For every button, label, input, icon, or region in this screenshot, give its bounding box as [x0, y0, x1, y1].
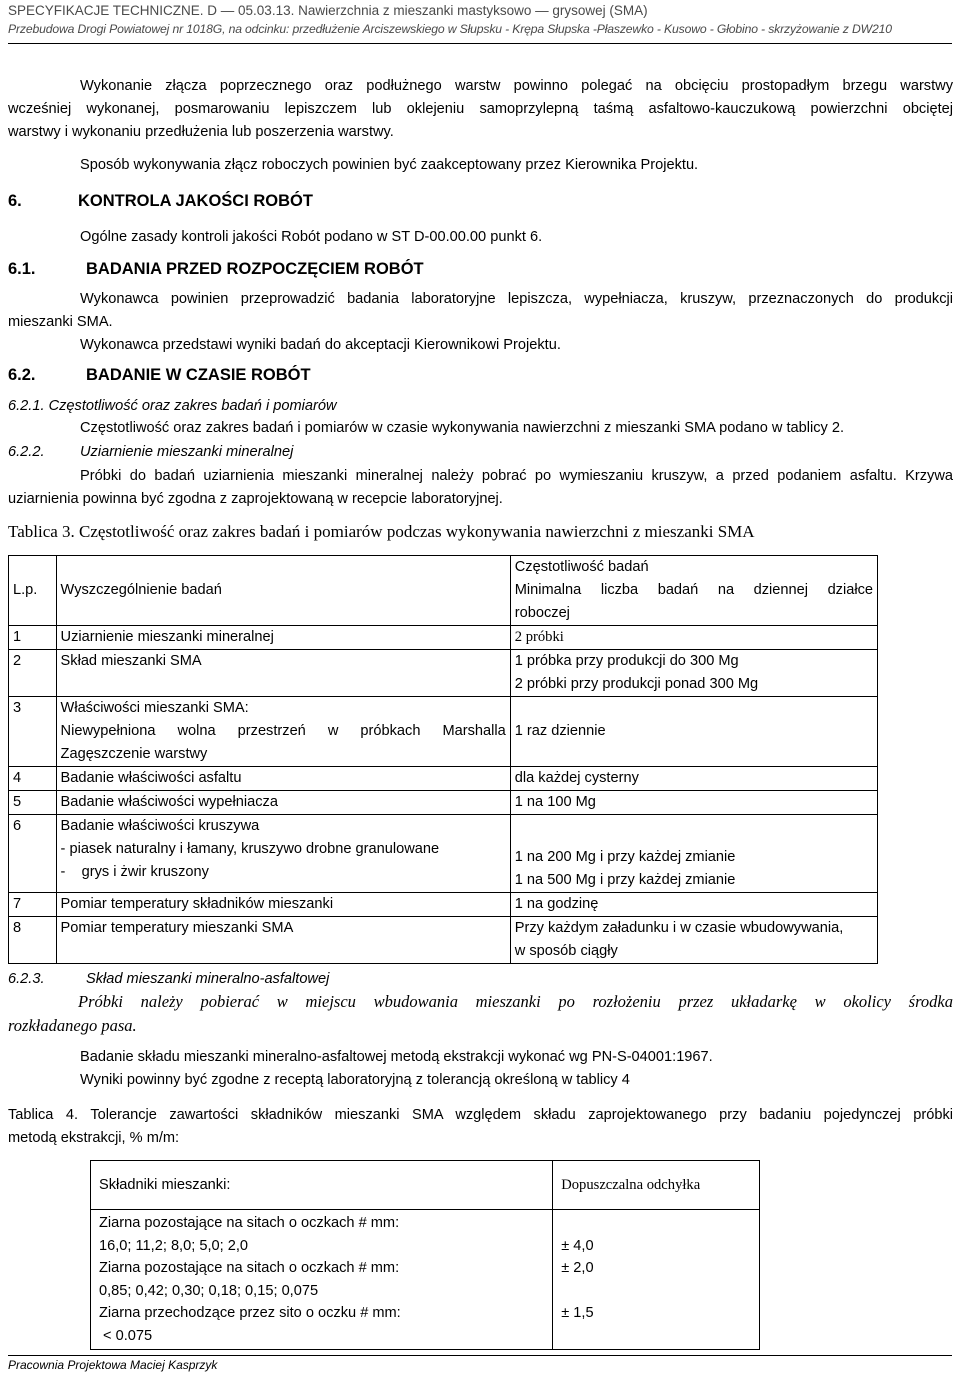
- table-3-cell-lp: 1: [9, 626, 57, 650]
- table-3-cell-desc: Skład mieszanki SMA: [56, 650, 510, 697]
- table-3-cell-lp: 3: [9, 697, 57, 767]
- section-6-title: KONTROLA JAKOŚCI ROBÓT: [78, 192, 313, 210]
- table-4-tolerance-line: ± 2,0: [561, 1260, 594, 1276]
- table-4-tolerance-line: ± 4,0: [561, 1237, 594, 1254]
- table-4-component-line: Ziarna przechodzące przez sito o oczku # mm:: [99, 1305, 401, 1321]
- section-6-2-2-line-1: Próbki do badań uziarnienia mieszanki mineralnej należy pobrać po wymieszaniu kruszyw, a przed podaniem asfaltu. Krzywa: [80, 468, 953, 484]
- table-3-cell-lp: 4: [9, 767, 57, 791]
- table-3-head-freq-line-2: Minimalna liczba badań na dziennej działce: [514, 582, 873, 598]
- table-4-tolerance-line: ± 1,5: [561, 1305, 594, 1321]
- table-row: [9, 767, 878, 791]
- table-4-tolerance-line: [561, 1280, 751, 1303]
- table-3-header-row: [9, 556, 878, 626]
- section-6-2-title: BADANIE W CZASIE ROBÓT: [86, 366, 311, 384]
- table-row: [9, 893, 878, 917]
- section-6-1-title: BADANIA PRZED ROZPOCZĘCIEM ROBÓT: [86, 260, 424, 278]
- table-3-desc-line: - piasek naturalny i łamany, kruszywo drobne granulowane: [60, 841, 440, 857]
- table-3-cell-freq: [510, 815, 877, 893]
- table-4: [90, 1160, 760, 1350]
- table-3-cell-freq: 1 raz dziennie: [510, 697, 877, 767]
- section-6-2-1-title: Częstotliwość oraz zakres badań i pomiarów: [48, 398, 337, 414]
- table-4-head-tolerance: Dopuszczalna odchyłka: [553, 1161, 760, 1210]
- table-3-freq-line: 2 próbki przy produkcji ponad 300 Mg: [514, 676, 759, 692]
- section-6-1-heading: [8, 260, 424, 279]
- table-3-desc-line: Zagęszczenie warstwy: [60, 746, 208, 762]
- table-4-component-line: 0,85; 0,42; 0,30; 0,18; 0,15; 0,075: [99, 1282, 319, 1299]
- table-row: [9, 815, 878, 893]
- table-row: [9, 917, 878, 964]
- header-spec-title: SPECYFIKACJE TECHNICZNE. D — 05.03.13. Nawierzchnia z mieszanki mastyksowo — grysowej (SMA): [8, 3, 648, 18]
- table-3-freq-line: 1 na 200 Mg i przy każdej zmianie: [514, 849, 736, 865]
- table-3-cell-desc: Badanie właściwości wypełniacza: [56, 791, 510, 815]
- table-4-component-line: 16,0; 11,2; 8,0; 5,0; 2,0: [99, 1237, 249, 1254]
- table-3-cell-desc: Pomiar temperatury składników mieszanki: [56, 893, 510, 917]
- table-row: [9, 650, 878, 697]
- table-3-cell-freq: 1 na godzinę: [510, 893, 877, 917]
- table-row: [9, 697, 878, 767]
- table-4-header-row: [91, 1161, 760, 1210]
- intro-line-1: Wykonanie złącza poprzecznego oraz podłużnego warstw powinno polegać na obcięciu prostopadłym brzegu warstwy: [80, 78, 953, 94]
- section-6-2-3-number: 6.2.3.: [8, 971, 45, 987]
- table-3-cell-lp: 5: [9, 791, 57, 815]
- table-4-tolerance-line: [561, 1325, 751, 1348]
- section-6-2-3-line-4: Wyniki powinny być zgodne z receptą laboratoryjną z tolerancją określoną w tablicy 4: [80, 1072, 630, 1088]
- table-3-desc-line: Niewypełniona wolna przestrzeń w próbkach Marshalla: [60, 723, 506, 739]
- section-6-2-2-number: 6.2.2.: [8, 444, 45, 460]
- header-divider: [8, 43, 952, 44]
- section-6-2-1-text: Częstotliwość oraz zakres badań i pomiarów w czasie wykonywania nawierzchni z mieszanki SMA podano w tablicy 2.: [80, 420, 845, 436]
- footer-divider: [8, 1355, 952, 1356]
- table-3-cell-lp: 2: [9, 650, 57, 697]
- table-3-head-freq: [510, 556, 877, 626]
- table-3-cell-freq: 1 na 100 Mg: [510, 791, 877, 815]
- section-6-2-1-number: 6.2.1.: [8, 398, 45, 414]
- section-6-text: Ogólne zasady kontroli jakości Robót podano w ST D-00.00.00 punkt 6.: [80, 229, 543, 245]
- table-4-cell-tolerance: [553, 1210, 760, 1350]
- table-3-cell-freq: [510, 650, 877, 697]
- table-3-freq-line: 1 na 500 Mg i przy każdej zmianie: [514, 872, 736, 888]
- section-6-2-3-line-2: rozkładanego pasa.: [8, 1016, 137, 1035]
- section-6-2-2-title: Uziarnienie mieszanki mineralnej: [80, 444, 294, 460]
- header-project-title: Przebudowa Drogi Powiatowej nr 1018G, na odcinku: przedłużenie Arciszewskiego w Słupsku - Krępa Słupska -Płaszewko - Kusowo - Głobino - skrzyżowanie z DW210: [8, 22, 892, 36]
- table-3-cell-lp: 8: [9, 917, 57, 964]
- table-4-cell-components: [91, 1210, 553, 1350]
- table-4-caption-line-1: Tablica 4. Tolerancje zawartości składników mieszanki SMA względem składu zaprojektowanego przy badaniu pojedynczej próbki: [8, 1107, 953, 1123]
- table-3: [8, 555, 878, 964]
- table-3-desc-line: Badanie właściwości kruszywa: [60, 818, 260, 834]
- table-3-cell-desc: Pomiar temperatury mieszanki SMA: [56, 917, 510, 964]
- section-6-2-heading: [8, 366, 311, 385]
- table-4-caption-line-2: metodą ekstrakcji, % m/m:: [8, 1130, 180, 1146]
- table-3-cell-freq: dla każdej cysterny: [510, 767, 877, 791]
- section-6-2-3-line-1: Próbki należy pobierać w miejscu wbudowania mieszanki po rozłożeniu przez układarkę w okolicy środka: [78, 992, 953, 1011]
- table-4-component-line: Ziarna pozostające na sitach o oczkach # mm:: [99, 1215, 400, 1231]
- section-6-2-2-line-2: uziarnienia powinna być zgodna z zaprojektowaną w recepcie laboratoryjnej.: [8, 491, 503, 507]
- table-4-head-components: Składniki mieszanki:: [91, 1161, 553, 1210]
- table-row: [91, 1210, 760, 1350]
- table-4-tolerance-line: [561, 1212, 751, 1235]
- table-3-caption: Tablica 3. Częstotliwość oraz zakres badań i pomiarów podczas wykonywania nawierzchni z mieszanki SMA: [8, 522, 755, 541]
- section-6-1-line-2: mieszanki SMA.: [8, 314, 113, 330]
- section-6-2-3-heading: [8, 968, 329, 991]
- intro-line-2: wcześniej wykonanej, posmarowaniu lepiszczem lub oklejeniu samoprzylepną taśmą asfaltowo-kauczukową powierzchni obciętej: [8, 101, 953, 117]
- table-3-head-freq-line-1: Częstotliwość badań: [514, 559, 649, 575]
- table-4-component-line: Ziarna pozostające na sitach o oczkach # mm:: [99, 1260, 400, 1276]
- section-6-2-number: 6.2.: [8, 366, 36, 384]
- table-3-freq-line: Przy każdym załadunku i w czasie wbudowywania,: [514, 920, 844, 936]
- table-4-component-line: < 0.075: [99, 1327, 153, 1344]
- section-6-2-3-line-3: Badanie składu mieszanki mineralno-asfaltowej metodą ekstrakcji wykonać wg PN-S-04001:1967.: [80, 1049, 713, 1065]
- table-3-cell-freq: 2 próbki: [510, 626, 877, 650]
- table-3-cell-desc: Badanie właściwości asfaltu: [56, 767, 510, 791]
- table-3-cell-lp: 6: [9, 815, 57, 893]
- intro-approval: Sposób wykonywania złącz roboczych powinien być zaakceptowany przez Kierownika Projektu.: [80, 157, 699, 173]
- section-6-2-1-heading: [8, 395, 337, 418]
- table-3-freq-line: w sposób ciągły: [514, 943, 618, 959]
- table-3-desc-spacer: [61, 884, 506, 892]
- table-3-desc-line: - grys i żwir kruszony: [60, 864, 209, 880]
- section-6-2-2-heading: [8, 441, 293, 464]
- table-3-cell-desc: [56, 815, 510, 893]
- table-3-desc-line: Właściwości mieszanki SMA:: [60, 700, 249, 716]
- table-3-head-freq-line-3: roboczej: [514, 605, 570, 621]
- section-6-number: 6.: [8, 192, 22, 210]
- table-3-head-desc: Wyszczególnienie badań: [56, 556, 510, 626]
- footer-author: Pracownia Projektowa Maciej Kasprzyk: [8, 1358, 218, 1372]
- section-6-1-number: 6.1.: [8, 260, 36, 278]
- section-6-2-3-title: Skład mieszanki mineralno-asfaltowej: [86, 971, 330, 987]
- section-6-1-line-1: Wykonawca powinien przeprowadzić badania laboratoryjne lepiszcza, wypełniacza, kruszyw, przeznaczonych do produkcji: [80, 291, 953, 307]
- table-3-freq-line: 1 próbka przy produkcji do 300 Mg: [514, 653, 739, 669]
- table-3-cell-lp: 7: [9, 893, 57, 917]
- table-3-head-lp: L.p.: [9, 556, 57, 626]
- table-3-cell-desc: [56, 697, 510, 767]
- table-row: [9, 626, 878, 650]
- intro-line-3: warstwy i wykonaniu przedłużenia lub poszerzenia warstwy.: [8, 124, 394, 140]
- table-3-cell-freq: [510, 917, 877, 964]
- section-6-heading: [8, 192, 313, 211]
- table-3-cell-desc: Uziarnienie mieszanki mineralnej: [56, 626, 510, 650]
- section-6-1-line-3: Wykonawca przedstawi wyniki badań do akceptacji Kierownikowi Projektu.: [80, 337, 561, 353]
- table-row: [9, 791, 878, 815]
